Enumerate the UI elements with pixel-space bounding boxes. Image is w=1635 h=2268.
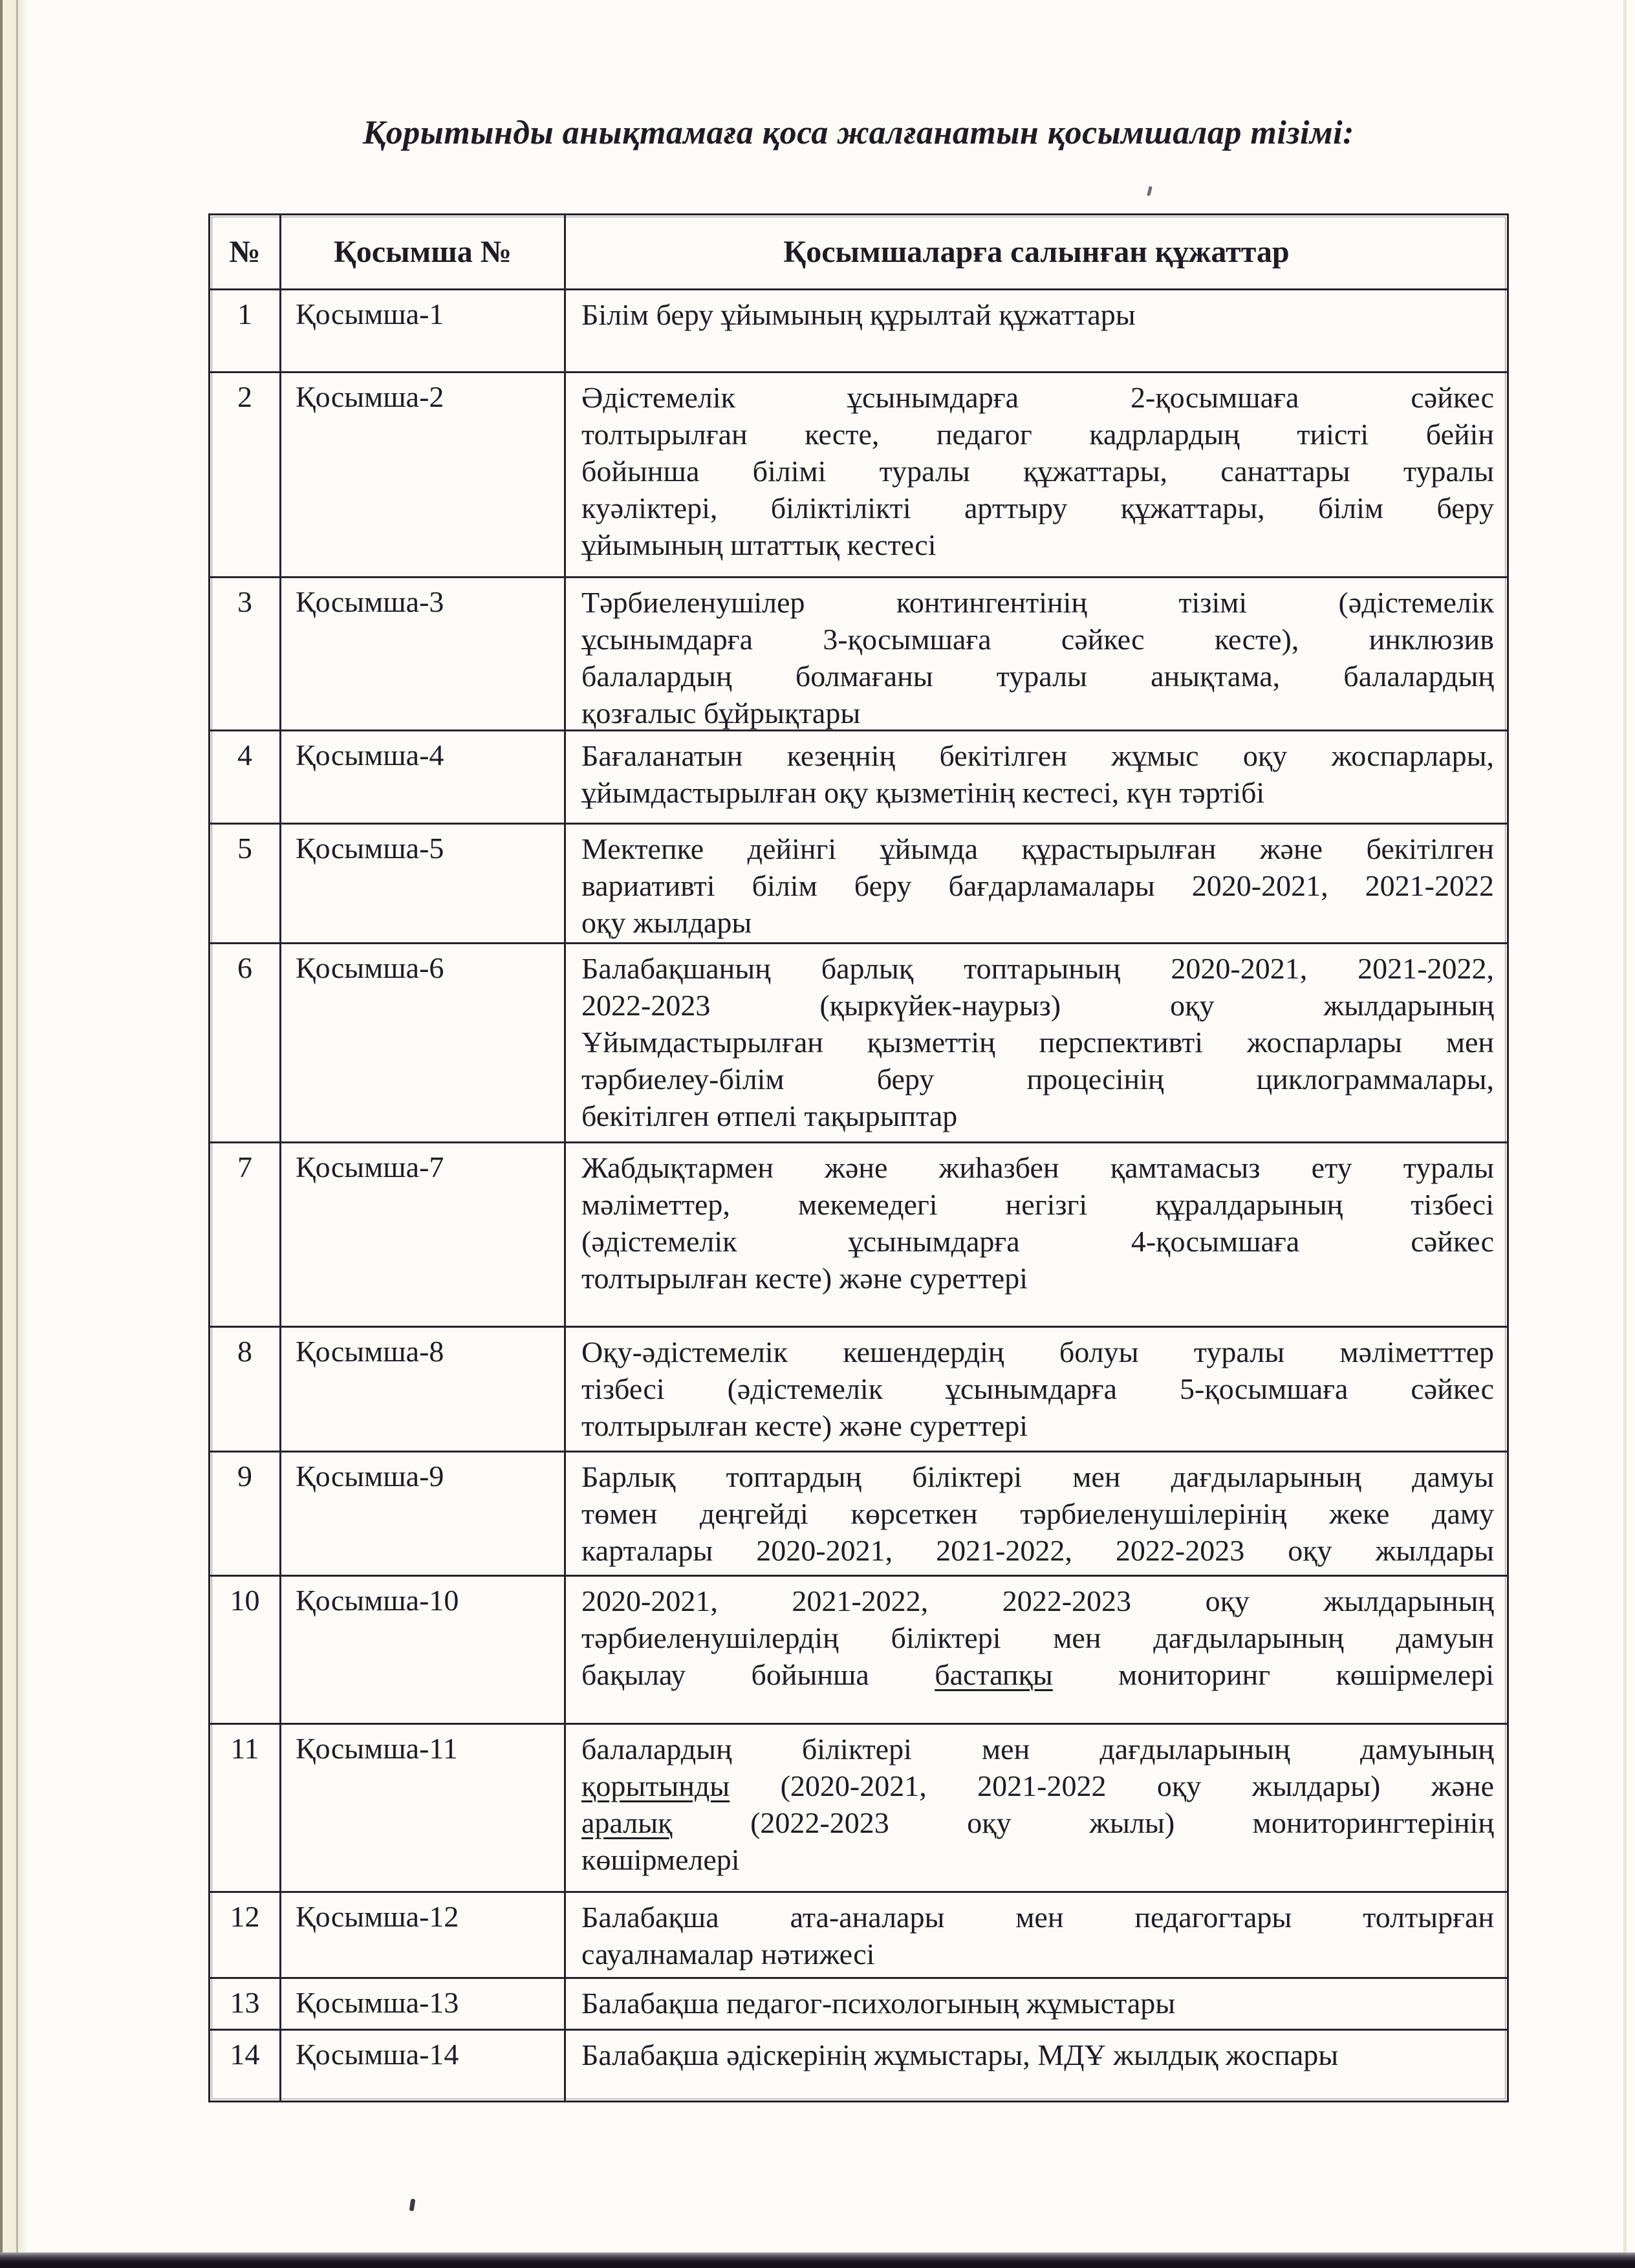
text-line: мәліметтер, мекемедегі негізгі құралдарының тізбесі <box>581 1188 1494 1221</box>
table-row <box>210 1143 1507 1328</box>
text-line: аралық (2022-2023 оқу жылы) мониторингтерінің <box>581 1806 1494 1839</box>
page-title: Қорытынды анықтамаға қоса жалғанатын қосымшалар тізімі: <box>363 114 1354 151</box>
table-row <box>210 1453 1507 1577</box>
text-line: Балабақша педагог-психологының жұмыстары <box>581 1987 1176 2020</box>
table-row <box>210 2031 1507 2101</box>
table-row <box>210 944 1507 1143</box>
text-line: Жабдықтармен және жиһазбен қамтамасыз ету туралы <box>581 1151 1494 1184</box>
appendix-documents <box>566 1328 1507 1451</box>
text-line: бақылау бойынша бастапқы мониторинг көшірмелері <box>581 1658 1494 1691</box>
row-number: 4 <box>210 731 281 823</box>
text-line: сауалнамалар нәтижесі <box>581 1938 875 1971</box>
appendix-documents <box>566 1725 1507 1891</box>
row-number: 11 <box>210 1725 281 1891</box>
scan-edge-bottom-band <box>0 2252 1635 2268</box>
row-number: 10 <box>210 1577 281 1723</box>
header-documents: Қосымшаларға салынған құжаттар <box>783 235 1290 269</box>
text-line: вариативті білім беру бағдарламалары 2020-2021, 2021-2022 <box>581 869 1494 902</box>
text-line: Оқу-әдістемелік кешендердің болуы туралы мәліметттер <box>581 1335 1494 1368</box>
text-line: толтырылған кесте) және суреттері <box>581 1409 1028 1442</box>
appendix-documents <box>566 290 1507 371</box>
text-line: Балабақша әдіскерінің жұмыстары, МДҰ жылдық жоспары <box>581 2038 1339 2071</box>
text-line: толтырылған кесте) және суреттері <box>581 1262 1028 1295</box>
appendix-documents <box>566 578 1507 729</box>
scan-edge-left-fade <box>18 0 28 2268</box>
appendix-documents <box>566 1453 1507 1575</box>
text-line: Ұйымдастырылған қызметтің перспективті жоспарлары мен <box>581 1026 1494 1059</box>
appendix-number: Қосымша-3 <box>281 578 566 729</box>
appendix-documents <box>566 825 1507 942</box>
appendix-documents <box>566 1143 1507 1326</box>
table-row <box>210 290 1507 373</box>
appendix-documents <box>566 1577 1507 1723</box>
text-line: Балабақшаның барлық топтарының 2020-2021, 2021-2022, <box>581 952 1494 985</box>
text-line: тәрбиелеу-білім беру процесінің циклограммалары, <box>581 1063 1494 1096</box>
text-line: Бағаланатын кезеңнің бекітілген жұмыс оқу жоспарлары, <box>581 739 1494 772</box>
text-line: көшірмелері <box>581 1843 740 1876</box>
scan-speck <box>1147 186 1152 197</box>
text-line: карталары 2020-2021, 2021-2022, 2022-2023 оқу жылдары <box>581 1534 1494 1567</box>
table-row <box>210 578 1507 731</box>
appendix-documents <box>566 944 1507 1141</box>
text-line: ұйымының штаттық кестесі <box>581 528 937 561</box>
appendix-documents <box>566 1979 1507 2029</box>
text-line: тәрбиеленушілердің біліктері мен дағдыларының дамуын <box>581 1621 1494 1654</box>
appendix-documents <box>566 2031 1507 2101</box>
row-number: 9 <box>210 1453 281 1575</box>
appendix-number: Қосымша-12 <box>281 1893 566 1977</box>
appendix-number: Қосымша-1 <box>281 290 566 371</box>
appendix-number: Қосымша-9 <box>281 1453 566 1575</box>
row-number: 12 <box>210 1893 281 1977</box>
appendix-number: Қосымша-2 <box>281 373 566 576</box>
table-row <box>210 1328 1507 1453</box>
table-row <box>210 1725 1507 1893</box>
text-line: бойынша білімі туралы құжаттары, санаттары туралы <box>581 455 1494 488</box>
table-row <box>210 731 1507 825</box>
row-number: 14 <box>210 2031 281 2101</box>
text-line: балалардың біліктері мен дағдыларының дамуының <box>581 1733 1494 1766</box>
ink-mark <box>409 2199 416 2212</box>
text-line: бекітілген өтпелі тақырыптар <box>581 1099 958 1132</box>
text-line: куәліктері, біліктілікті арттыру құжаттары, білім беру <box>581 491 1494 524</box>
text-line: оқу жылдары <box>581 906 752 939</box>
text-line: төмен деңгейді көрсеткен тәрбиеленушілерінің жеке даму <box>581 1497 1494 1530</box>
row-number: 1 <box>210 290 281 371</box>
scan-edge-left-cream-strip <box>3 0 16 2268</box>
appendix-number: Қосымша-13 <box>281 1979 566 2029</box>
text-line: Балабақша ата-аналары мен педагогтары толтырған <box>581 1901 1494 1934</box>
text-line: 2022-2023 (қыркүйек-наурыз) оқу жылдарының <box>581 989 1494 1022</box>
table-body <box>210 290 1507 2101</box>
text-line: ұсынымдарға 3-қосымшаға сәйкес кесте), инклюзив <box>581 623 1494 656</box>
scan-edge-right-line <box>1623 0 1627 2268</box>
appendix-number: Қосымша-14 <box>281 2031 566 2101</box>
appendix-number: Қосымша-8 <box>281 1328 566 1451</box>
appendix-number: Қосымша-4 <box>281 731 566 823</box>
row-number: 8 <box>210 1328 281 1451</box>
table-row <box>210 1893 1507 1979</box>
appendix-number: Қосымша-6 <box>281 944 566 1141</box>
table-row <box>210 825 1507 944</box>
appendix-number: Қосымша-7 <box>281 1143 566 1326</box>
text-line: тізбесі (әдістемелік ұсынымдарға 5-қосымшаға сәйкес <box>581 1372 1494 1405</box>
appendix-documents <box>566 373 1507 576</box>
row-number: 7 <box>210 1143 281 1326</box>
appendix-documents <box>566 1893 1507 1977</box>
text-line: Әдістемелік ұсынымдарға 2-қосымшаға сәйкес <box>581 381 1494 414</box>
appendix-number: Қосымша-5 <box>281 825 566 942</box>
text-line: ұйымдастырылған оқу қызметінің кестесі, күн тәртібі <box>581 776 1265 809</box>
header-number: № <box>210 215 281 288</box>
text-line: толтырылған кесте, педагог кадрлардың тиісті бейін <box>581 418 1494 451</box>
text-line: балалардың болмағаны туралы анықтама, балалардың <box>581 660 1494 693</box>
text-line: Барлық топтардың біліктері мен дағдыларының дамуы <box>581 1460 1494 1493</box>
table-row <box>210 1577 1507 1725</box>
row-number: 3 <box>210 578 281 729</box>
text-line: (әдістемелік ұсынымдарға 4-қосымшаға сәйкес <box>581 1225 1494 1258</box>
text-line: қорытынды (2020-2021, 2021-2022 оқу жылдары) және <box>581 1769 1494 1802</box>
text-line: Тәрбиеленушілер контингентінің тізімі (әдістемелік <box>581 586 1494 619</box>
appendix-table <box>208 213 1509 2102</box>
row-number: 6 <box>210 944 281 1141</box>
appendix-documents <box>566 731 1507 823</box>
row-number: 2 <box>210 373 281 576</box>
table-header-row <box>210 215 1507 290</box>
text-line: 2020-2021, 2021-2022, 2022-2023 оқу жылдарының <box>581 1584 1494 1617</box>
appendix-number: Қосымша-11 <box>281 1725 566 1891</box>
text-line: Мектепке дейінгі ұйымда құрастырылған және бекітілген <box>581 832 1494 865</box>
table-row <box>210 1979 1507 2031</box>
text-line: Білім беру ұйымының құрылтай құжаттары <box>581 298 1136 331</box>
table-row <box>210 373 1507 578</box>
row-number: 13 <box>210 1979 281 2029</box>
appendix-number: Қосымша-10 <box>281 1577 566 1723</box>
row-number: 5 <box>210 825 281 942</box>
text-line: қозғалыс бұйрықтары <box>581 697 861 729</box>
header-appendix-number: Қосымша № <box>281 215 566 288</box>
